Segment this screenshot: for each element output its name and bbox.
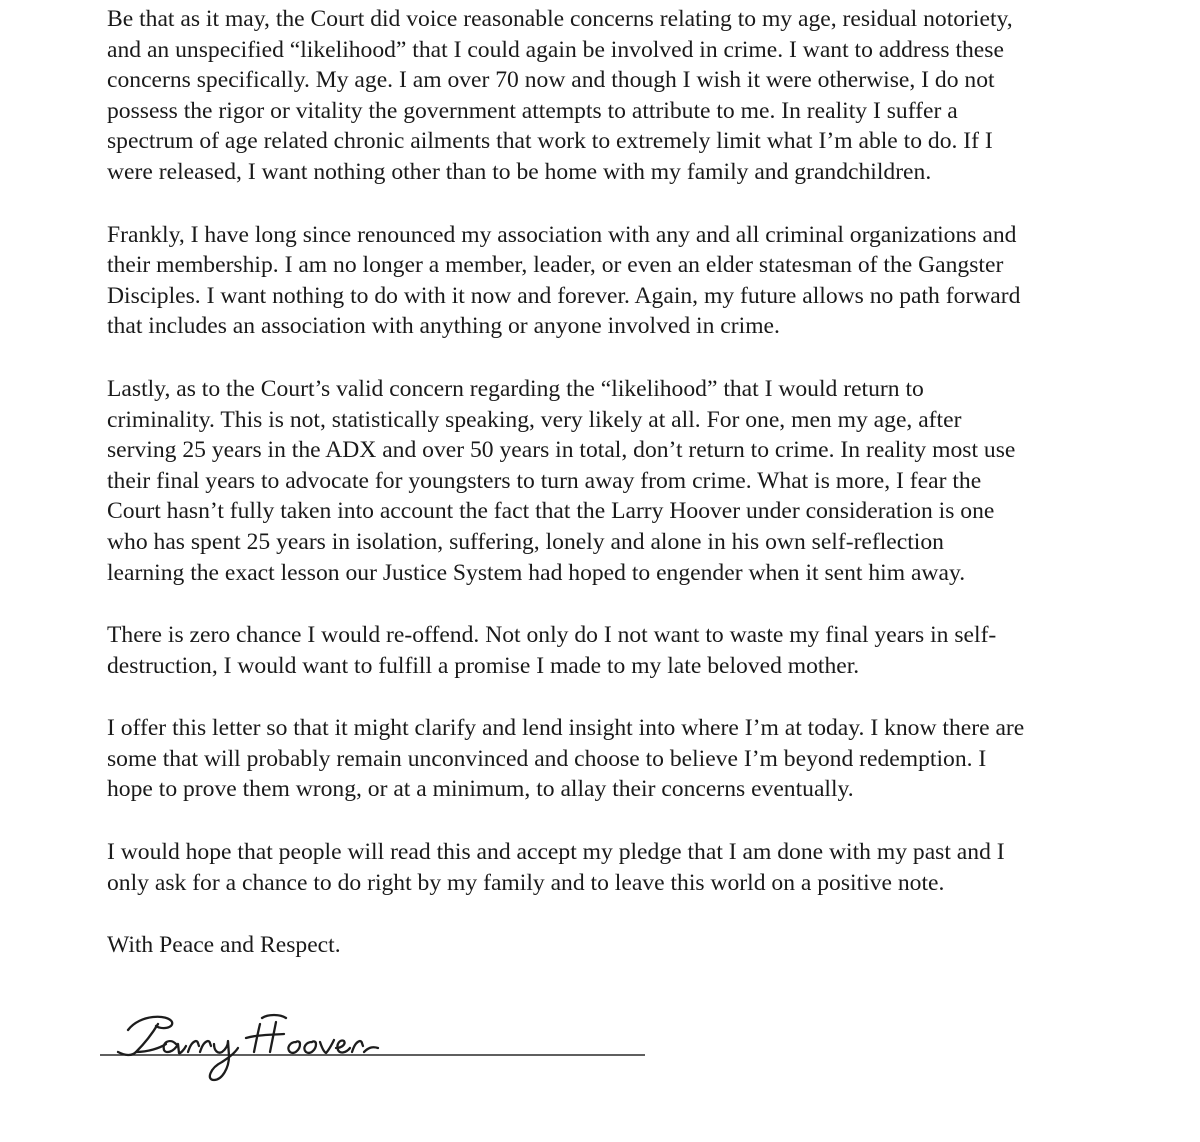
text-line: spectrum of age related chronic ailments that work to extremely limit what I’m able to do. If I [107,128,993,155]
text-line: criminality. This is not, statistically speaking, very likely at all. For one, men my age, after [107,406,962,433]
text-line: possess the rigor or vitality the government attempts to attribute to me. In reality I suffer a [107,97,958,124]
text-line: that includes an association with anything or anyone involved in crime. [107,313,780,340]
text-line: some that will probably remain unconvinced and choose to believe I’m beyond redemption. I [107,745,987,772]
paragraph-spacer [107,805,1167,837]
text-line: and an unspecified “likelihood” that I could again be involved in crime. I want to address these [107,36,1004,63]
text-line: Court hasn’t fully taken into account the fact that the Larry Hoover under consideration is one [107,498,995,525]
paragraph-spacer [107,342,1167,374]
paragraph-spacer [107,681,1167,713]
text-line: Disciples. I want nothing to do with it now and forever. Again, my future allows no path forward [107,282,1021,309]
letter-body [107,4,1167,961]
text-line: hope to prove them wrong, or at a minimum, to allay their concerns eventually. [107,776,854,803]
text-line: were released, I want nothing other than to be home with my family and grandchildren. [107,158,932,185]
paragraph-concerns [107,4,1167,188]
text-line: Be that as it may, the Court did voice reasonable concerns relating to my age, residual notoriety, [107,6,1013,32]
text-line: I would hope that people will read this and accept my pledge that I am done with my past and I [107,839,1005,866]
paragraph-insight [107,713,1167,805]
paragraph-reoffend [107,620,1167,681]
text-line: I offer this letter so that it might clarify and lend insight into where I’m at today. I know there are [107,715,1025,742]
paragraph-renouncement [107,220,1167,342]
text-line: serving 25 years in the ADX and over 50 years in total, don’t return to crime. In reality most use [107,437,1016,464]
paragraph-spacer [107,188,1167,220]
text-line: Lastly, as to the Court’s valid concern regarding the “likelihood” that I would return to [107,375,924,402]
paragraph-spacer [107,588,1167,620]
text-line: learning the exact lesson our Justice System had hoped to engender when it sent him away. [107,559,966,586]
paragraph-spacer [107,898,1167,930]
handwritten-signature [100,1008,645,1088]
text-line: destruction, I would want to fulfill a promise I made to my late beloved mother. [107,652,860,679]
text-line: Frankly, I have long since renounced my association with any and all criminal organizations and [107,221,1017,248]
closing-line: With Peace and Respect. [107,932,341,959]
text-line: their final years to advocate for youngsters to turn away from crime. What is more, I fear the [107,467,982,494]
signature-drawing [100,1008,645,1088]
paragraph-likelihood [107,374,1167,588]
text-line: their membership. I am no longer a member, leader, or even an elder statesman of the Gangster [107,252,1004,279]
paragraph-pledge [107,837,1167,898]
text-line: concerns specifically. My age. I am over 70 now and though I wish it were otherwise, I do not [107,67,995,94]
text-line: only ask for a chance to do right by my family and to leave this world on a positive note. [107,869,945,896]
text-line: who has spent 25 years in isolation, suffering, lonely and alone in his own self-reflection [107,528,944,555]
text-line: There is zero chance I would re-offend. Not only do I not want to waste my final years in self- [107,622,997,649]
